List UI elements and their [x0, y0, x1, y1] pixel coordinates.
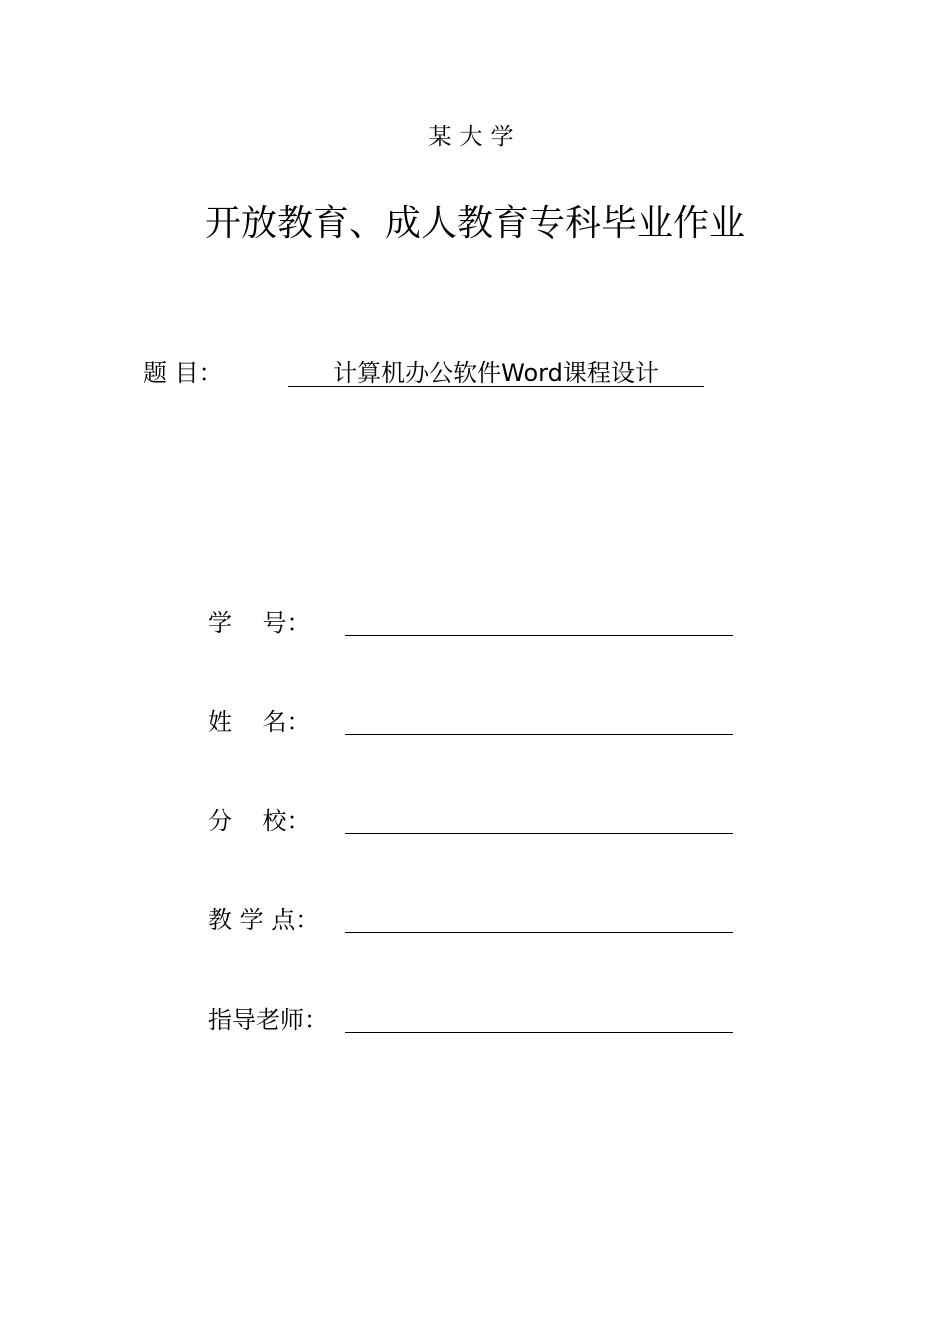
topic-value: 计算机办公软件Word课程设计 — [288, 354, 704, 387]
name-underline — [345, 734, 733, 735]
advisor-underline — [345, 1032, 733, 1033]
teaching-site-label: 教 学 点： — [208, 906, 320, 934]
student-id-label: 学 号： — [208, 609, 311, 637]
advisor-label: 指导老师： — [208, 1006, 328, 1034]
document-title: 开放教育、成人教育专科毕业作业 — [204, 203, 745, 244]
name-label: 姓 名： — [208, 708, 311, 736]
teaching-site-underline — [345, 932, 733, 933]
branch-school-label: 分 校： — [208, 807, 311, 835]
branch-school-underline — [345, 833, 733, 834]
student-id-underline — [345, 635, 733, 636]
university-name: 某大学 — [428, 124, 522, 150]
topic-label: 题 目： — [143, 359, 223, 387]
